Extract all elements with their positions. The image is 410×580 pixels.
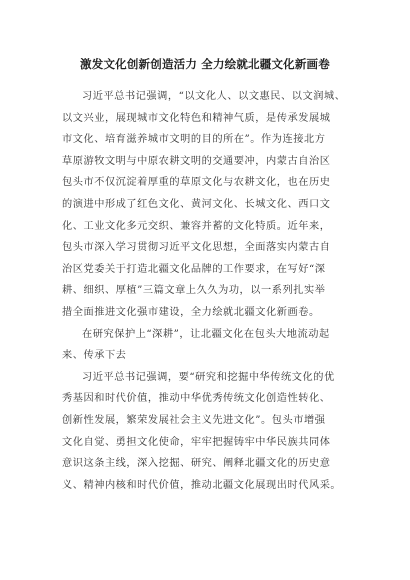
text-line: 化、工业文化多元交织、兼容并蓄的文化特质。近年来， (62, 220, 331, 232)
text-line: 秀基因和时代价值，推动中华优秀传统文化创造性转化、 (62, 393, 331, 405)
text-line: 来、传承下去 (62, 350, 127, 362)
section-heading-paragraph (62, 324, 348, 367)
text-line: 习近平总书记强调，“以文化人、以文惠民、以文润城、 (82, 91, 346, 102)
text-line: 以文兴业，展现城市文化特色和精神气质，是传承发展城 (62, 112, 331, 124)
text-line: 市文化、培育滋养城市文明的目的所在”。作为连接北方 (62, 134, 326, 146)
paragraph-1 (62, 86, 348, 324)
text-line: 的演进中形成了红色文化、黄河文化、长城文化、西口文 (62, 198, 331, 210)
text-line: 草原游牧文明与中原农耕文明的交通要冲，内蒙古自治区 (62, 155, 331, 167)
paragraph-3 (62, 367, 348, 497)
text-line: 措全面推进文化强市建设，全力绘就北疆文化新画卷。 (62, 306, 320, 318)
text-line: 创新性发展，繁荣发展社会主义先进文化”。包头市增强 (62, 414, 326, 426)
text-line: 习近平总书记强调，要“研究和挖掘中华传统文化的优 (82, 371, 335, 383)
text-line: 包头市不仅沉淀着厚重的草原文化与农耕文化，也在历史 (62, 177, 331, 189)
article-title: 激发文化创新创造活力 全力绘就北疆文化新画卷 (80, 57, 330, 71)
text-line: 在研究保护上“深耕”，让北疆文化在包头大地流动起 (82, 328, 330, 340)
text-line: 义、精神内核和时代价值，推动北疆文化展现出时代风采。 (62, 479, 342, 491)
text-line: 文化自觉、勇担文化使命，牢牢把握铸牢中华民族共同体 (62, 436, 331, 448)
text-line: 包头市深入学习贯彻习近平文化思想，全面落实内蒙古自 (62, 242, 331, 254)
text-line: 治区党委关于打造北疆文化品牌的工作要求，在写好“深 (62, 263, 326, 275)
text-line: 耕、细织、厚植”三篇文章上久久为功，以一系列扎实举 (62, 285, 326, 297)
text-line: 意识这条主线，深入挖掘、研究、阐释北疆文化的历史意 (62, 458, 331, 470)
